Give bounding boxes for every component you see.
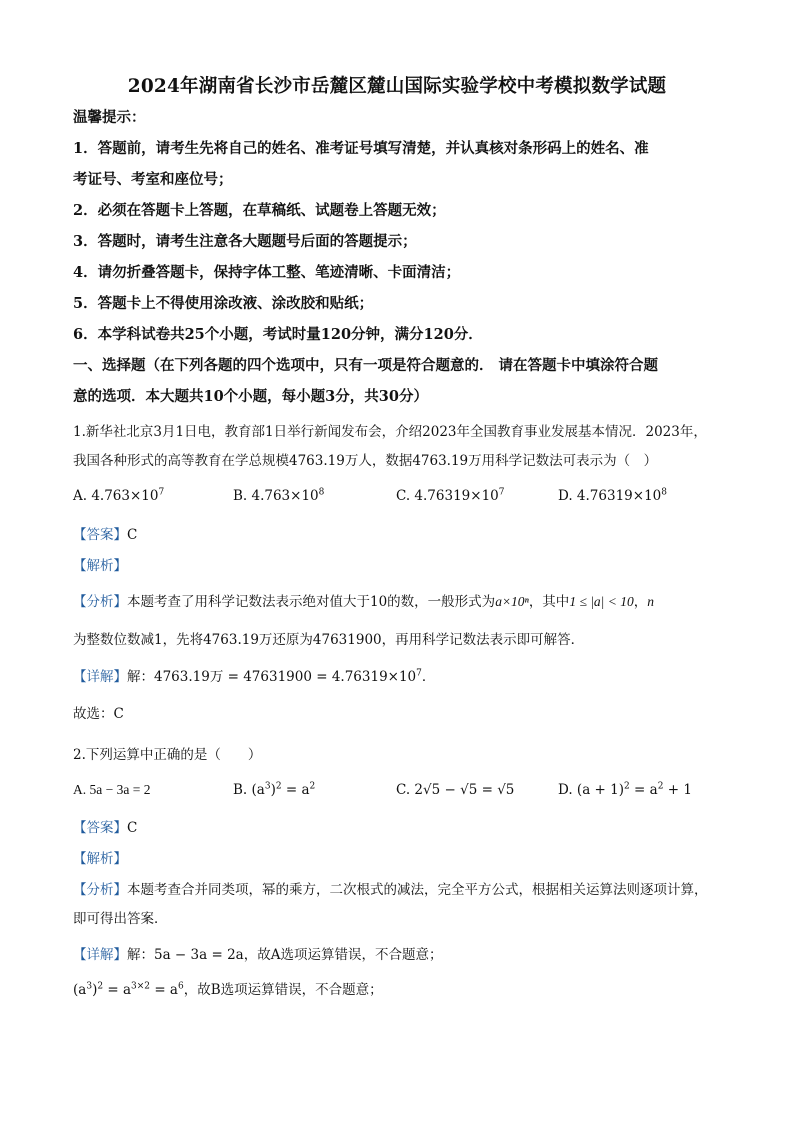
notice-item-4: 4．请勿折叠答题卡，保持字体工整、笔迹清晰、卡面清洁； (73, 264, 461, 281)
q1-option-a: A. $4.763\times 10^7$ (73, 487, 165, 504)
page-title: 2024年湖南省长沙市岳麓区麓山国际实验学校中考模拟数学试题 (127, 76, 667, 97)
q1-detail: 【详解】解：4763.19万 = $47631900 = 4.76319\times 10^7$． (73, 668, 436, 685)
q2-option-d: D. $(a + 1)^2 = a^2 + 1$ (558, 781, 692, 798)
answer-tag: 【答案】 (73, 527, 127, 543)
q2-detail-line-1: 【详解】解：5a − 3a = 2a，故A选项运算错误，不合题意； (73, 947, 443, 963)
q1-option-b: B. $4.763\times 10^8$ (233, 487, 325, 504)
section-heading-line-1: 一、选择题（在下列各题的四个选项中，只有一项是符合题意的． 请在答题卡中填涂符合题 (73, 357, 659, 374)
q1-option-d: D. $4.76319\times 10^8$ (558, 487, 667, 504)
notice-item-2: 2．必须在答题卡上答题，在草稿纸、试题卷上答题无效； (73, 202, 446, 219)
q2-fenxi-line-1: 【分析】本题考查合并同类项，幂的乘方，二次根式的减法，完全平方公式，根据相关运算法则逐项计算， (73, 882, 708, 898)
notice-item-5: 5．答题卡上不得使用涂改液、涂改胶和贴纸； (73, 295, 374, 312)
q1-option-c: C. $4.76319\times 10^7$ (396, 487, 505, 504)
q1-analysis-tag: 【解析】 (73, 558, 127, 574)
notice-item-6: 6．本学科试卷共25个小题，考试时量120分钟，满分120分． (73, 326, 483, 343)
notice-item-1: 1．答题前，请考生先将自己的姓名、准考证号填写清楚，并认真核对条形码上的姓名、准 (73, 140, 649, 157)
q1-choose: 故选：C (73, 706, 124, 722)
q2-answer: 【答案】C (73, 820, 138, 836)
q2-fenxi-line-2: 即可得出答案． (73, 911, 168, 927)
q1-stem-line-2: 我国各种形式的高等教育在学总规模4763.19万人，数据4763.19万用科学记数法可表示为（ ） (73, 453, 658, 469)
notice-item-3: 3．答题时，请考生注意各大题题号后面的答题提示； (73, 233, 417, 250)
q2-detail-line-2: $(a^3)^2 = a^{3\times 2} = a^6$，故B选项运算错误，不合题意； (73, 981, 383, 998)
q2-option-a: A. 5a − 3a = 2 (73, 782, 151, 797)
notice-item-1-cont: 考证号、考室和座位号； (73, 171, 233, 188)
q1-stem-line-1: 1.新华社北京3月1日电，教育部1日举行新闻发布会，介绍2023年全国教育事业发展基本情况．2023年， (73, 424, 707, 440)
section-heading-line-2: 意的选项．本大题共10个小题，每小题3分，共30分） (73, 388, 428, 405)
q1-answer: 【答案】C (73, 527, 138, 543)
q2-option-c: C. 2√5 − √5 = √5 (396, 782, 515, 798)
answer-tag: 【答案】 (73, 820, 127, 836)
q1-fenxi-line-2: 为整数位数减1，先将4763.19万还原为47631900，再用科学记数法表示即可解答． (73, 632, 585, 648)
q2-analysis-tag: 【解析】 (73, 851, 127, 867)
q1-fenxi-line-1: 【分析】本题考查了用科学记数法表示绝对值大于10的数，一般形式为a×10ⁿ，其中1 ≤ |a| < 10，n (73, 594, 655, 610)
notice-heading: 温馨提示： (73, 109, 146, 126)
q2-stem: 2.下列运算中正确的是（ ） (73, 747, 262, 763)
q2-option-b: B. $(a^3)^2 = a^2$ (233, 781, 316, 798)
